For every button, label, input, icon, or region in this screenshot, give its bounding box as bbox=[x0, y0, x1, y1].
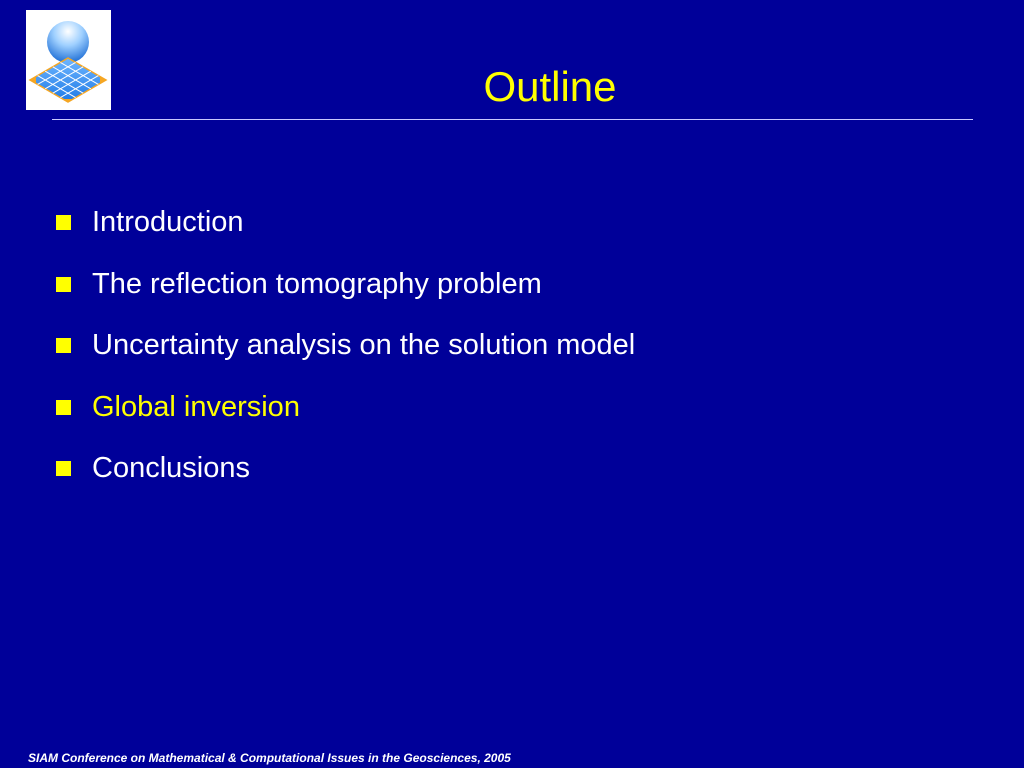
outline-item-conclusions bbox=[55, 446, 635, 508]
slide-title: Outline bbox=[483, 63, 617, 110]
outline-item-global-inversion bbox=[55, 385, 635, 447]
outline-item-label: Conclusions bbox=[92, 452, 250, 484]
outline-item-label: Uncertainty analysis on the solution model bbox=[92, 329, 636, 361]
outline-item-uncertainty-analysis bbox=[55, 323, 635, 385]
title-divider bbox=[52, 119, 973, 120]
outline-item-label: Global inversion bbox=[92, 390, 300, 423]
square-bullet-icon bbox=[56, 215, 71, 230]
outline-item-label: Introduction bbox=[92, 206, 244, 238]
logo-graphic bbox=[26, 10, 111, 110]
square-bullet-icon bbox=[56, 338, 71, 353]
outline-item-introduction bbox=[55, 200, 635, 262]
sphere-grid-logo bbox=[26, 10, 111, 110]
square-bullet-icon bbox=[56, 461, 71, 476]
outline-item-label: The reflection tomography problem bbox=[92, 267, 542, 300]
square-bullet-icon bbox=[56, 400, 71, 415]
outline-item-reflection-tomography bbox=[55, 262, 635, 324]
slide-footer: SIAM Conference on Mathematical & Computational Issues in the Geosciences, 2005 bbox=[28, 751, 511, 765]
outline-list bbox=[55, 200, 635, 508]
square-bullet-icon bbox=[56, 277, 71, 292]
